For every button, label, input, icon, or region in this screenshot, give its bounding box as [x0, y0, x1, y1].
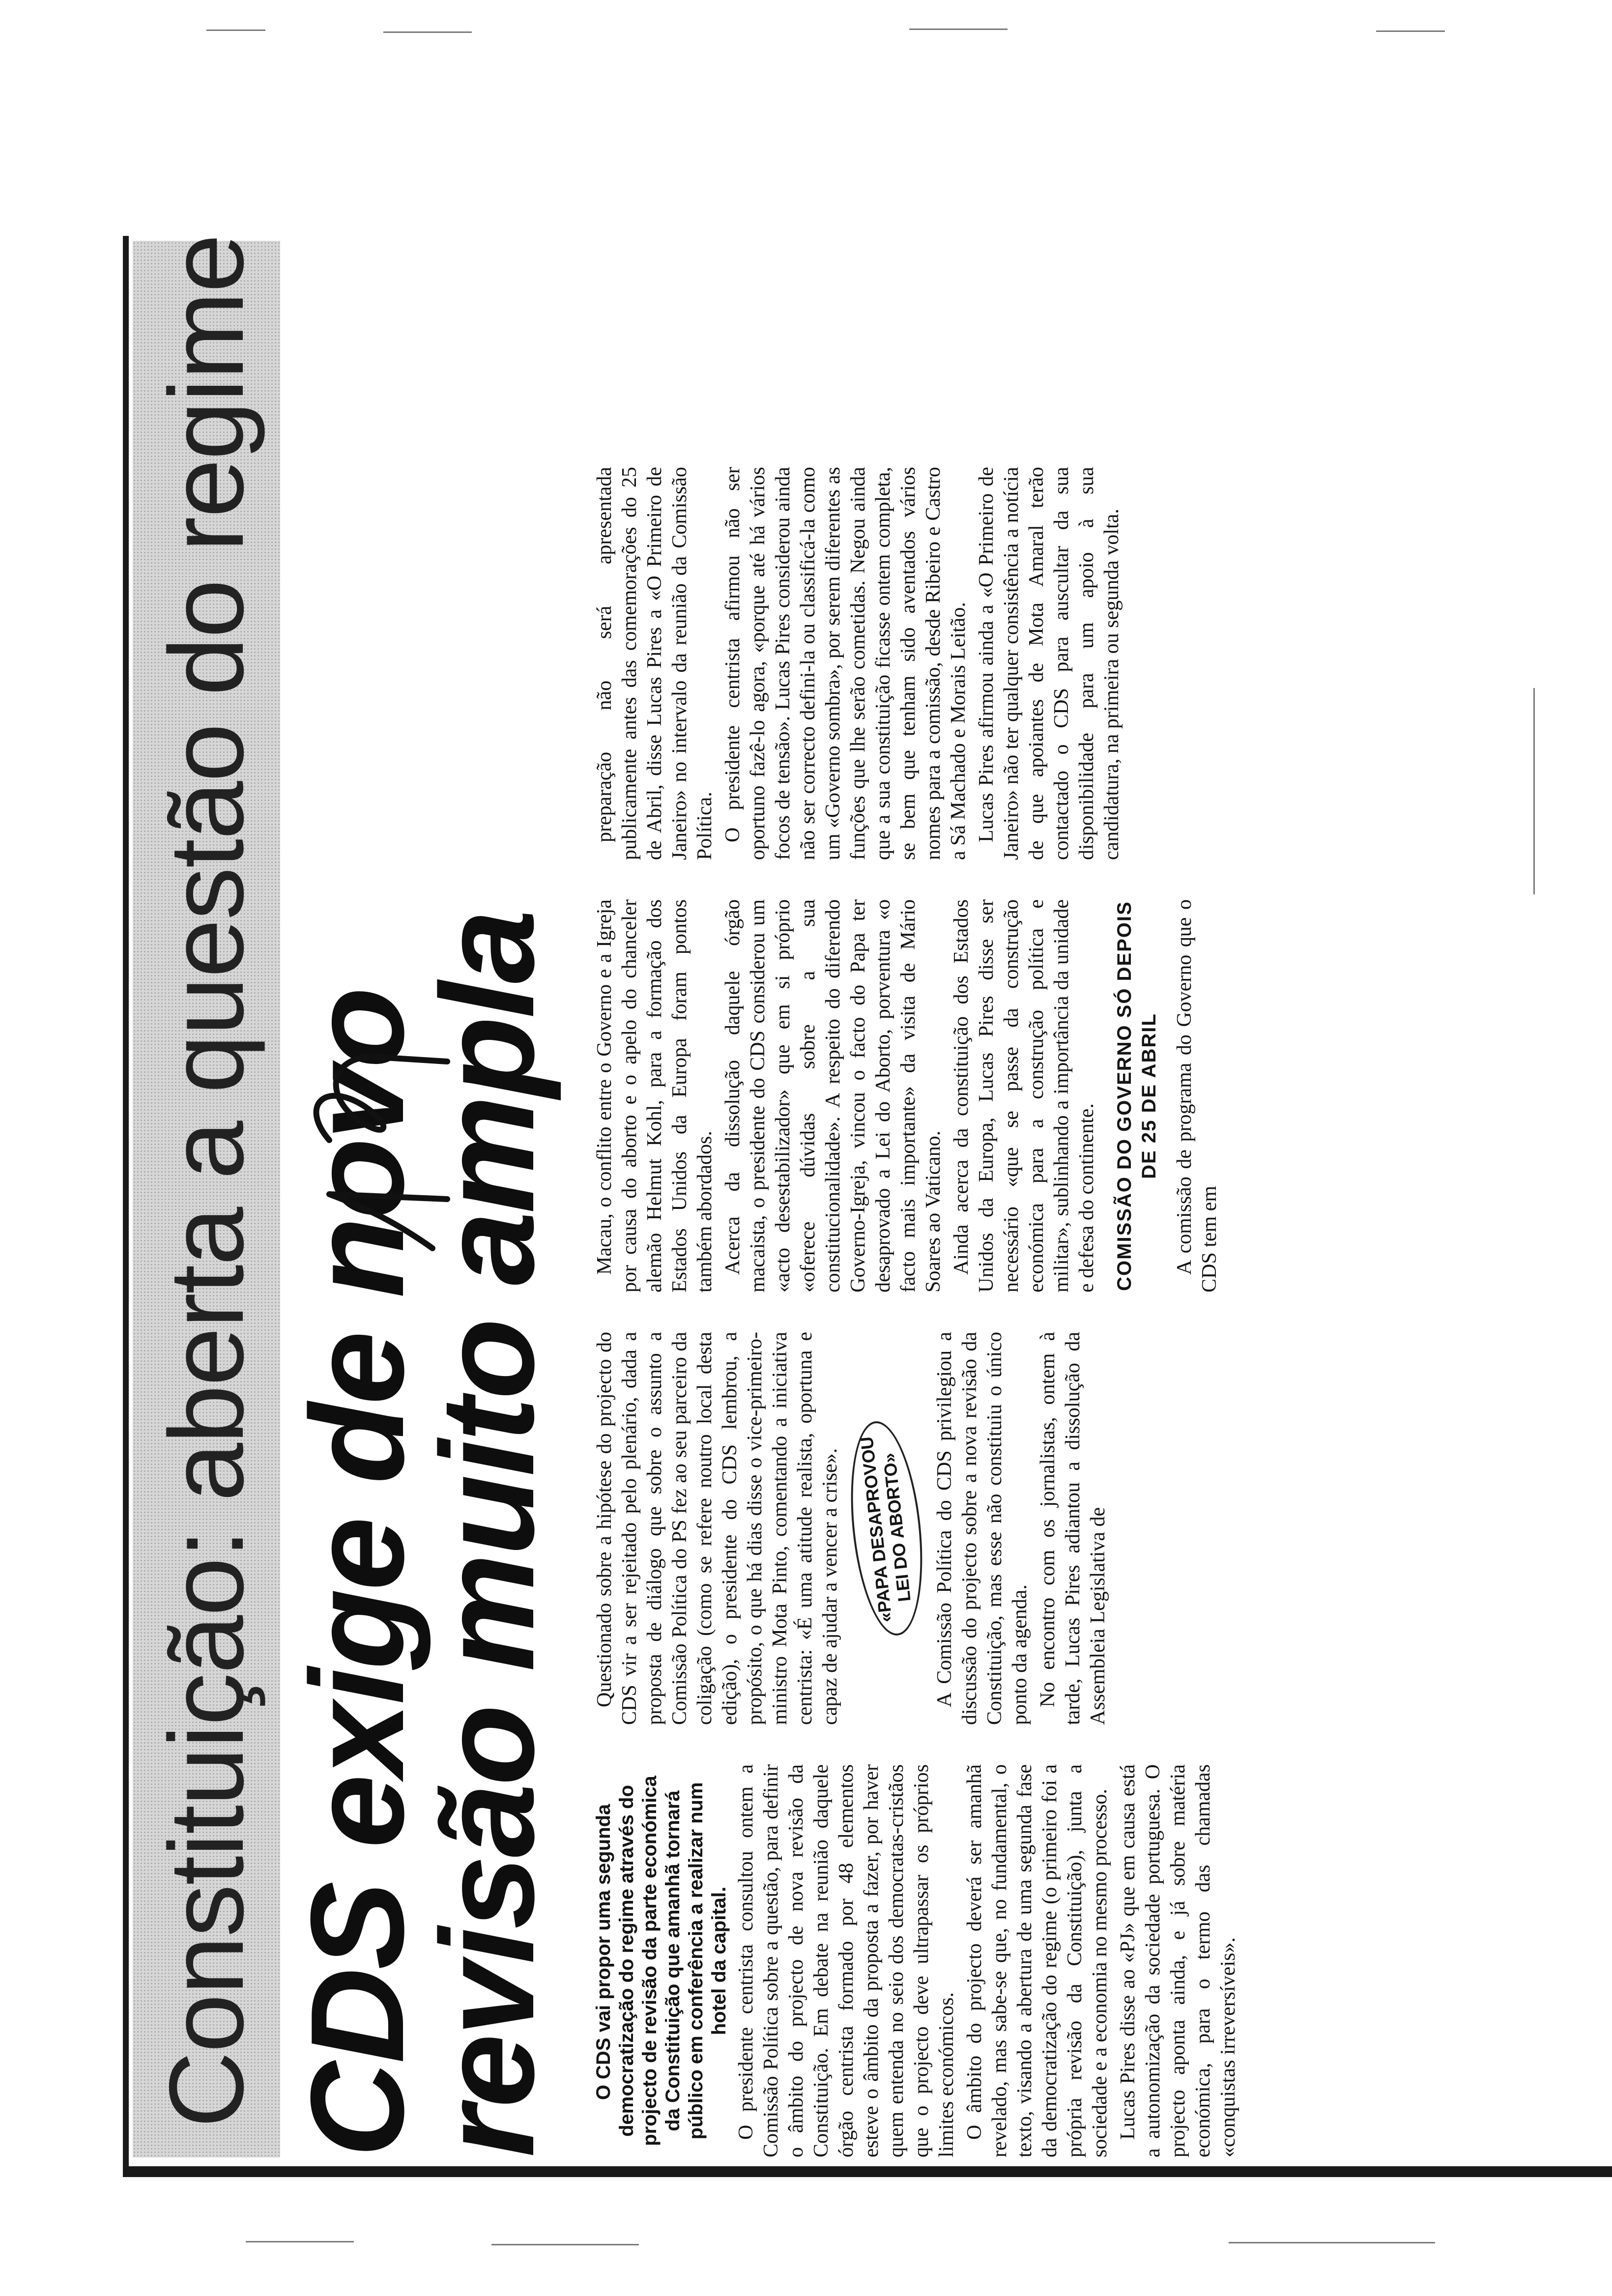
paragraph: O âmbito do projecto deverá ser amanhã revelado, mas sabe-se que, no fundamental, o texto, visando a abertura de uma segunda fase da democratização do regime (o primeiro foi a própria revisão da Constituição), junta a sociedade e a economia no mesmo processo.	[963, 1764, 1111, 2157]
paragraph: Questionado sobre a hipótese do projecto do CDS vir a ser rejeitado pelo plenário, dada a proposta de diálogo que sobre o assunto a Comissão Política do PS fez ao seu parceiro da coligação (como se refere noutro local desta edição), o presidente do CDS lembrou, a propósito, o que há dias disse o vice-primeiro-ministro Mota Pinto, comentando a iniciativa centrista: «É uma atitude realista, oportuna e capaz de ajudar a vencer a crise».	[593, 1332, 841, 1725]
paragraph: A Comissão Política do CDS privilegiou a discussão do projecto sobre a nova revisão da Constituição, mas esse não constituiu o único ponto da agenda.	[933, 1332, 1031, 1725]
kicker-banner	[133, 234, 280, 2157]
column-1	[592, 1764, 1565, 2157]
clipping-border-left	[123, 2166, 1612, 2177]
clipping-border-top	[123, 236, 129, 2177]
paragraph: Lucas Pires afirmou ainda a «O Primeiro de Janeiro» não ter qualquer consistência a notícia de que apoiantes de Mota Amaral terão contactado o CDS para auscultar da sua disponibilidade para um apoio à sua candidatura, na primeira ou segunda volta.	[975, 467, 1123, 860]
scan-noise	[246, 2241, 354, 2242]
scan-noise	[1533, 688, 1535, 894]
paragraph: preparação não será apresentada publicamente antes das comemorações do 25 de Abril, disse Lucas Pires a «O Primeiro de Janeiro» no intervalo da reunião da Comissão Política.	[593, 467, 716, 860]
column-3	[592, 899, 1565, 1292]
headline-line-2: revisão muito ampla	[414, 912, 562, 2157]
scan-noise	[383, 31, 472, 33]
paragraph: A comissão de programa do Governo que o CDS tem em	[1173, 899, 1221, 1292]
scan-noise	[909, 29, 1008, 30]
scan-noise	[206, 29, 265, 31]
lead-paragraph: O CDS vai propor uma segunda democratização do regime através do projecto de revisão da parte económica da Constituição que amanhã tornará público em conferência a realizar num hotel da capital.	[593, 1776, 730, 2146]
paragraph: O presidente centrista afirmou não ser oportuno fazê-lo agora, «porque até há vários focos de tensão». Lucas Pires considerou ainda não ser correcto defini-la ou classificá-la como um «Governo sombra», por serem diferentes as funções que lhe serão cometidas. Negou ainda que a sua constituição ficasse ontem completa, se bem que tenham sido aventados vários nomes para a comissão, desde Ribeiro e Castro a Sá Machado e Morais Leitão.	[721, 467, 970, 860]
column-2	[592, 1332, 1565, 1725]
paragraph: Ainda acerca da constituição dos Estados Unidos da Europa, Lucas Pires disse ser necessário «que se passe da construção económica para a construção política e militar», sublinhando a importância da unidade e defesa do continente.	[950, 899, 1098, 1292]
article-columns	[592, 241, 1565, 2157]
scan-noise	[1229, 2242, 1435, 2243]
paragraph: O presidente centrista consultou ontem a Comissão Política sobre a questão, para definir o âmbito do projecto de nova revisão da Constituição. Em debate na reunião daquele órgão centrista formado por 48 elementos esteve o âmbito da proposta a fazer, por haver quem entenda no seio dos democratas-cristãos que o projecto deve ultrapassar os próprios limites económicos.	[735, 1764, 958, 2157]
callout-stamp	[841, 1418, 931, 1639]
scan-noise	[1376, 30, 1445, 32]
handwriting-stroke	[317, 1057, 447, 1248]
subheading: COMISSÃO DO GOVERNO SÓ DEPOIS DE 25 DE ABRIL	[1114, 901, 1160, 1291]
handwritten-annotation	[270, 973, 457, 1268]
paragraph: Lucas Pires disse ao «PJ» que em causa está a autonomização da sociedade portuguesa. O projecto aponta ainda, e já sobre matéria económica, para o termo das chamadas «conquistas irreversíveis».	[1117, 1764, 1239, 2157]
column-4	[592, 467, 1565, 860]
paragraph: Acerca da dissolução daquele órgão macaista, o presidente do CDS considerou um «acto desestabilizador» que em si próprio «oferece dúvidas sobre a sua constitucionalidade». A respeito do diferendo Governo-Igreja, vincou o facto do Papa ter desaprovado a Lei do Aborto, porventura «o facto mais importante» da visita de Mário Soares ao Vaticano.	[721, 899, 945, 1292]
scan-noise	[491, 2244, 639, 2245]
headline-line-1: CDS exige de novo	[284, 989, 432, 2157]
paragraph: No encontro com os jornalistas, ontem à tarde, Lucas Pires adiantou a dissolução da Assembleia Legislativa de	[1036, 1332, 1109, 1725]
kicker-text: Constituição: aberta a questão do regime	[147, 234, 265, 2128]
paragraph: Macau, o conflito entre o Governo e a Igreja por causa do aborto e o apelo do chanceler alemão Helmut Kohl, para a formação dos Estados Unidos da Europa foram pontos também abordados.	[593, 899, 716, 1292]
rotated-article	[123, 123, 1612, 2177]
newspaper-clipping	[123, 123, 1612, 2177]
callout-text: «PAPA DESAPROVOU LEI DO ABORTO»	[856, 1435, 915, 1624]
